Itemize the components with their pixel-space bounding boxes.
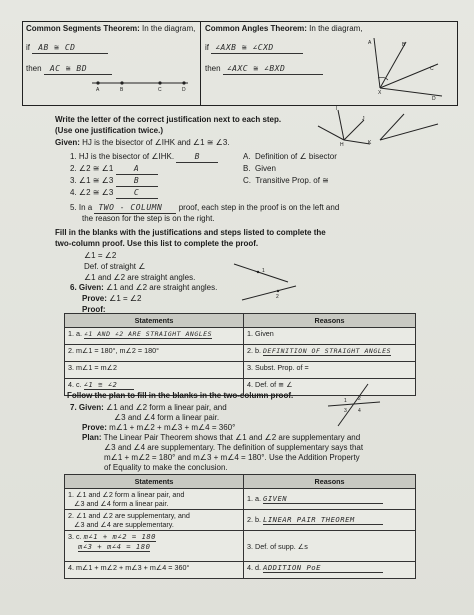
step-2: 2. ∠2 ≅ ∠1 A [70, 164, 158, 175]
question-5-line2: the reason for the step is on the right. [82, 214, 215, 223]
statement-cell: 2. ∠1 and ∠2 are supplementary, and ∠3 and ∠4 are supplementary. [65, 510, 244, 531]
fig-label-k: K [368, 140, 372, 146]
statement-cell: 2. m∠1 = 180°, m∠2 = 180° [65, 345, 244, 362]
statement-cell: 4. c. ∠1 ≅ ∠2 [65, 379, 244, 396]
step-2-answer[interactable]: A [116, 164, 158, 175]
q7-plan-line2: ∠3 and ∠4 are supplementary. The definition of supplementary says that [104, 443, 364, 452]
angle-label-x: X [378, 90, 382, 96]
q7-plan-line4: of Equality to make the conclusion. [104, 463, 228, 472]
table-row [65, 531, 416, 562]
step-3-answer[interactable]: B [116, 176, 158, 187]
choice-b: B. Given [243, 164, 276, 173]
list-item-1: ∠1 = ∠2 [84, 251, 117, 260]
segments-diagram [90, 76, 190, 96]
segments-then-label: then [26, 64, 42, 73]
q7-prove: Prove: m∠1 + m∠2 + m∠3 + m∠4 = 360° [82, 423, 236, 432]
straight-angles-diagram [232, 260, 302, 306]
statement-cell: 3. m∠1 = m∠2 [65, 362, 244, 379]
part1-heading-1: Write the letter of the correct justification next to each step. [55, 115, 282, 124]
fig-label-j: J [362, 116, 365, 122]
step-3: 3. ∠1 ≅ ∠3 B [70, 176, 158, 187]
statement-cell: 1. a. ∠1 AND ∠2 ARE STRAIGHT ANGLES [65, 328, 244, 345]
fig6-label-1: 1 [262, 268, 265, 274]
fig-label-h: H [340, 142, 344, 148]
reason-cell: 3. Def. of supp. ∠s [244, 531, 416, 562]
table-row [65, 489, 416, 510]
q6-prove: Prove: ∠1 = ∠2 [82, 294, 142, 303]
statement-answer[interactable]: ∠1 AND ∠2 ARE STRAIGHT ANGLES [84, 330, 212, 338]
reason-cell: 4. d. ADDITION PoE [244, 562, 416, 579]
reason-answer[interactable]: DEFINITION OF STRAIGHT ANGLES [263, 347, 391, 355]
fig7-label-2: 2 [358, 396, 361, 402]
statements-header: Statements [65, 314, 244, 328]
angle-label-c: C [430, 66, 434, 72]
reason-answer[interactable]: GIVEN [263, 494, 383, 504]
statements-header: Statements [65, 475, 244, 489]
reason-cell: 1. Given [244, 328, 416, 345]
side-diagram [376, 110, 446, 150]
angle-label-b: B [402, 42, 406, 48]
statement-cell: 3. c. m∠1 + m∠2 = 180 m∠3 + m∠4 = 180 [65, 531, 244, 562]
angles-then-row: then ∠AXC ≅ ∠BXD [205, 64, 323, 75]
statement-answer[interactable]: m∠3 + m∠4 = 180 [78, 542, 151, 551]
segments-then-row [26, 64, 112, 75]
reasons-header: Reasons [244, 475, 416, 489]
segments-if-label: if [26, 43, 30, 52]
q7-given: 7. Given: ∠1 and ∠2 form a linear pair, and [70, 403, 227, 412]
theorem-divider [200, 21, 201, 105]
segments-then-answer: AC ≅ BD [44, 64, 112, 75]
reason-cell: 1. a. GIVEN [244, 489, 416, 510]
statement-cell: 4. m∠1 + m∠2 + m∠3 + m∠4 = 360° [65, 562, 244, 579]
part2-heading-1: Fill in the blanks with the justifications and steps listed to complete the [55, 228, 326, 237]
list-item-3: ∠1 and ∠2 are straight angles. [84, 273, 196, 282]
question-5: 5. In a TWO - COLUMN proof, each step in the proof is on the left and [70, 203, 340, 212]
table-row [65, 510, 416, 531]
reasons-header: Reasons [244, 314, 416, 328]
fig6-label-2: 2 [276, 294, 279, 300]
point-label-d: D [182, 87, 186, 93]
reason-answer[interactable]: LINEAR PAIR THEOREM [263, 515, 383, 525]
angle-label-d: D [432, 96, 436, 102]
segments-if-answer: AB ≅ CD [32, 43, 108, 54]
q7-given-line2: ∠3 and ∠4 form a linear pair. [114, 413, 220, 422]
bisector-diagram [304, 106, 374, 156]
step-1: 1. HJ is the bisector of ∠IHK. B [70, 152, 218, 163]
q6-given: 6. Given: ∠1 and ∠2 are straight angles. [70, 283, 218, 292]
part1-heading-2: (Use one justification twice.) [55, 126, 164, 135]
fig7-label-3: 3 [344, 408, 347, 414]
q7-plan: Plan: The Linear Pair Theorem shows that ∠1 and ∠2 are supplementary and [82, 433, 361, 442]
statement-cell: 1. ∠1 and ∠2 form a linear pair, and ∠3 and ∠4 form a linear pair. [65, 489, 244, 510]
point-label-a: A [96, 87, 100, 93]
point-label-c: C [158, 87, 162, 93]
linear-pair-diagram [324, 382, 384, 430]
point-label-b: B [120, 87, 124, 93]
part3-heading: Follow the plan to fill in the blanks in the two-column proof. [67, 391, 294, 400]
angle-label-a: A [368, 40, 372, 46]
angles-then-answer: ∠AXC ≅ ∠BXD [223, 64, 323, 75]
segments-if-row [26, 43, 108, 54]
angles-diagram [362, 30, 452, 104]
proof-table-7 [64, 474, 416, 579]
fig7-label-4: 4 [358, 408, 361, 414]
reason-cell: 2. b. LINEAR PAIR THEOREM [244, 510, 416, 531]
table-row [65, 345, 416, 362]
list-item-2: Def. of straight ∠ [84, 262, 146, 271]
table-row [65, 328, 416, 345]
choice-c: C. Transitive Prop. of ≅ [243, 176, 329, 185]
q7-plan-line3: m∠1 + m∠2 = 180° and m∠3 + m∠4 = 180°. Use the Addition Property [104, 453, 360, 462]
statement-answer[interactable]: m∠1 + m∠2 = 180 [83, 532, 157, 541]
choice-a: A. Definition of ∠ bisector [243, 152, 337, 161]
reason-answer[interactable]: ADDITION PoE [263, 563, 383, 573]
angles-if-answer: ∠AXB ≅ ∠CXD [211, 43, 303, 54]
step-1-answer[interactable]: B [176, 152, 218, 163]
angles-if-row: if ∠AXB ≅ ∠CXD [205, 43, 303, 54]
statement-answer[interactable]: ∠1 ≅ ∠2 [84, 380, 134, 390]
q6-proof-label: Proof: [82, 305, 106, 314]
reason-cell: 4. Def. of ≅ ∠ [244, 379, 416, 396]
part2-heading-2: two-column proof. Use this list to complete the proof. [55, 239, 259, 248]
fig7-label-1: 1 [344, 398, 347, 404]
fig-label-i: I [336, 106, 338, 112]
angles-theorem-heading: Common Angles Theorem: In the diagram, [205, 24, 363, 33]
step-4-answer[interactable]: C [116, 188, 158, 199]
part1-given: Given: HJ is the bisector of ∠IHK and ∠1 ≅ ∠3. [55, 138, 230, 147]
step-4: 4. ∠2 ≅ ∠3 C [70, 188, 158, 199]
reason-cell: 3. Subst. Prop. of = [244, 362, 416, 379]
table-row [65, 362, 416, 379]
q5-answer[interactable]: TWO - COLUMN [94, 203, 176, 214]
segments-theorem-heading: Common Segments Theorem: In the diagram, [26, 24, 196, 33]
table-row [65, 562, 416, 579]
reason-cell: 2. b. DEFINITION OF STRAIGHT ANGLES [244, 345, 416, 362]
